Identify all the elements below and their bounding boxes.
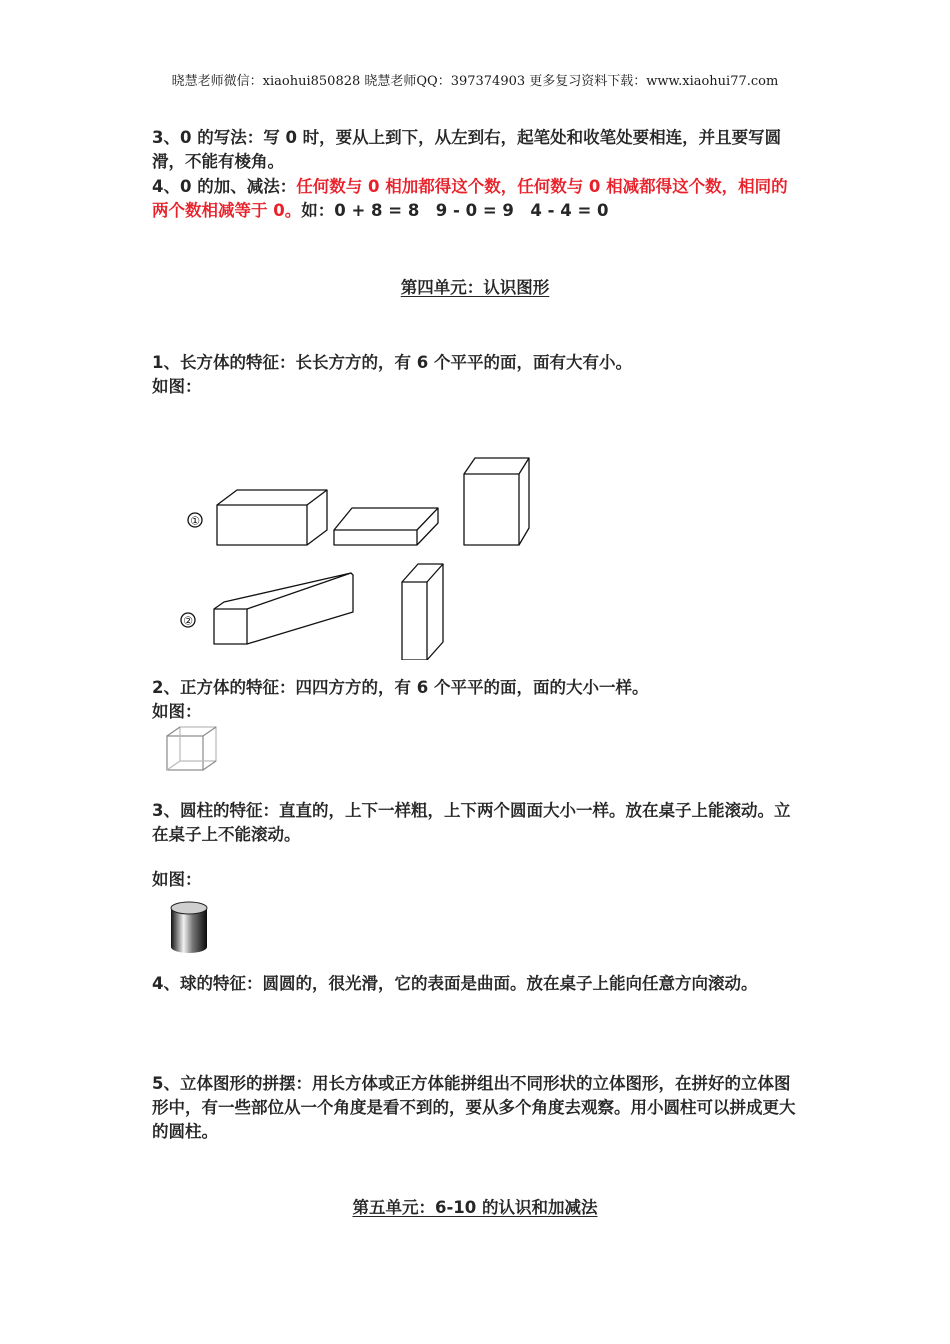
cylinder-figure bbox=[166, 900, 212, 956]
cuboid-wide bbox=[217, 490, 327, 545]
cube-figure bbox=[160, 723, 220, 775]
assembly-feature: 5、立体图形的拼摆：用长方体或正方体能拼组出不同形状的立体图形，在拼好的立体图形中，有一些部位从一个角度是看不到的，要从多个角度去观察。用小圆柱可以拼成更大的圆柱。 bbox=[152, 1074, 796, 1141]
zero-rule-prefix: 4、0 的加、减法： bbox=[152, 177, 297, 196]
group1-marker: ① bbox=[190, 514, 200, 528]
cuboid-figure-label: 如图： bbox=[152, 377, 202, 396]
zero-writing-rule: 3、0 的写法：写 0 时，要从上到下，从左到右，起笔处和收笔处要相连，并且要写圆滑，不能有棱角。 bbox=[152, 128, 782, 171]
page-header: 晓慧老师微信：xiaohui850828 晓慧老师QQ：397374903 更多复习资料下载：www.xiaohui77.com bbox=[171, 74, 779, 89]
zero-rule-highlight: 任何数与 0 相加都得这个数，任何数与 0 相减都得这个数，相同的两个数相减等于 0。 bbox=[152, 177, 788, 220]
cuboid-figures bbox=[170, 450, 550, 660]
unit5-title: 第五单元：6-10 的认识和加减法 bbox=[352, 1198, 598, 1217]
cuboid-long bbox=[214, 573, 353, 644]
group2-marker: ② bbox=[183, 614, 193, 628]
cuboid-flat bbox=[334, 508, 438, 545]
zero-add-subtract-rule bbox=[152, 175, 800, 223]
unit4-title: 第四单元：认识图形 bbox=[400, 278, 550, 297]
zero-rule-example: 如：0 + 8 = 8 9 - 0 = 9 4 - 4 = 0 bbox=[301, 201, 609, 220]
cuboid-standing bbox=[402, 564, 443, 660]
cube-feature: 2、正方体的特征：四四方方的，有 6 个平平的面，面的大小一样。 bbox=[152, 678, 649, 697]
cube-figure-label: 如图： bbox=[152, 702, 202, 721]
sphere-feature: 4、球的特征：圆圆的，很光滑，它的表面是曲面。放在桌子上能向任意方向滚动。 bbox=[152, 974, 758, 993]
cuboid-feature: 1、长方体的特征：长长方方的，有 6 个平平的面，面有大有小。 bbox=[152, 353, 632, 372]
cylinder-figure-label: 如图： bbox=[152, 870, 202, 889]
cylinder-feature: 3、圆柱的特征：直直的，上下一样粗，上下两个圆面大小一样。放在桌子上能滚动。立在桌子上不能滚动。 bbox=[152, 801, 791, 844]
cuboid-tall bbox=[464, 458, 529, 545]
